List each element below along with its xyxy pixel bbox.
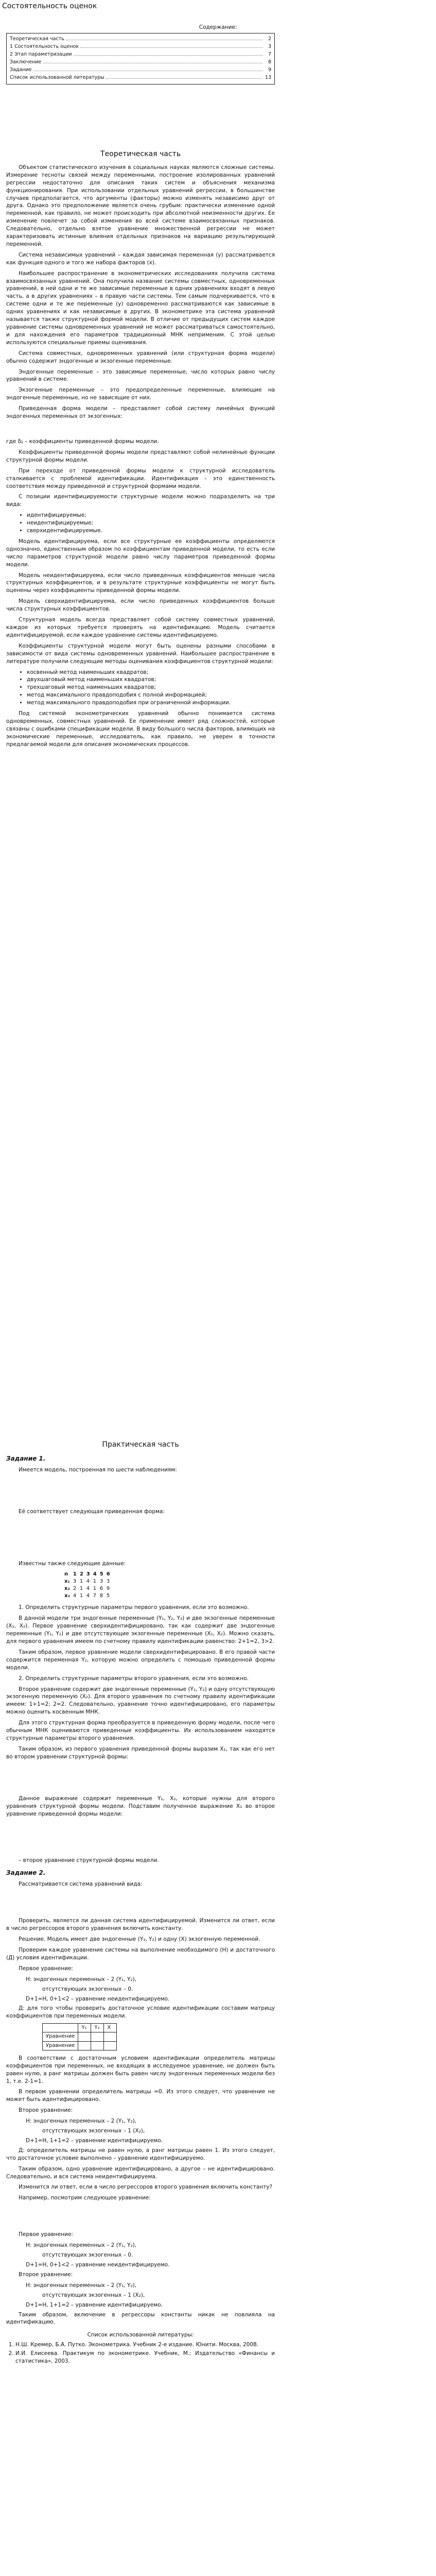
formula-placeholder — [6, 1519, 275, 1560]
toc-row[interactable] — [10, 51, 271, 59]
toc-row[interactable] — [10, 43, 271, 51]
table-cell: x₂ — [64, 1586, 70, 1591]
toc-page: 9 — [268, 67, 271, 73]
table-header-row — [63, 1571, 112, 1578]
paragraph: В данной модели три эндогенные переменные (Y₁, Y₂, Y₃) и две экзогенные переменные (X₁, X₂). Первое уравнение сверхидентифицировано, так как содержит две эндогенные переменные (Y₁, Y₂) и две отсутствующие экзогенные переменные (X₁, X₂). Можно сказать, для первого уравнения имеем по счетному правилу идентификации равенство: 2+1=2, 3>2. — [6, 1615, 275, 1645]
toc-leader — [74, 55, 263, 56]
table-of-contents — [6, 33, 275, 84]
toc-heading: Содержание: — [199, 24, 237, 30]
table-cell: 3 — [106, 1578, 110, 1584]
paragraph: Модель неидентифицируема, если число приведенных коэффициентов меньше числа структурных коэффициентов, и в результате структурные коэффициенты не могут быть оценены через коэффициенты приведенной формы модели. — [6, 572, 275, 594]
list-item: • неидентифицируемые; — [27, 519, 275, 527]
table-cell: 4 — [86, 1593, 90, 1599]
table-cell: 3 — [73, 1578, 77, 1584]
table-cell: 2 — [73, 1586, 77, 1591]
toc-label: 2 Этап параметризации — [10, 52, 72, 57]
table-cell — [78, 2041, 91, 2050]
paragraph: отсутствующих экзогенных – 0. — [42, 2252, 133, 2259]
toc-row[interactable] — [10, 59, 271, 66]
paragraph: Проверить, является ли данная система идентифицируемой. Изменится ли ответ, если в число регрессоров второго уравнения включить константу. — [6, 1918, 275, 1932]
paragraph: Система совместных, одновременных уравнений (или структурная форма модели) обычно содержит эндогенные и экзогенные переменные. — [6, 350, 275, 364]
list-item: • метод максимального правдоподобия при ограниченной информации. — [27, 699, 275, 707]
paragraph: Н: эндогенных переменных – 2 (Y₁, Y₂), — [26, 2242, 137, 2249]
paragraph: Наибольшее распространение в эконометрических исследованиях получила система взаимосвязанных уравнений. Она получила название системы совместных, одновременных уравнений, в ней одни и те же зависимые переменные в одних уравнениях входят в левую часть, а в других уравнениях – в правую части системы. Тем самым подчеркивается, что в системе одни и те же переменные (у) одновременно рассматриваются как зависимые в одних уравнениях и как независимые в других. В эконометрике эта система уравнений называется также структурной формой модели. В отличие от предыдущих систем каждое уравнение системы одновременных уравнений не может рассматриваться самостоятельно, и для нахождения его параметров традиционный МНК неприменим. С этой целью используются специальные приемы оценивания. — [6, 270, 275, 346]
paragraph: Известны также следующие данные: — [19, 1560, 126, 1567]
reference-item: 1. Н.Ш. Кремер, Б.А. Путко. Эконометрика. Учебник 2-е издание. Юнити. Москва, 2008. — [15, 2341, 275, 2349]
identification-types-list — [6, 512, 275, 535]
table-cell — [104, 2041, 117, 2050]
table-cell: Y₁ — [78, 2024, 91, 2032]
table-cell: 1 — [79, 1586, 83, 1591]
paragraph: Система независимых уравнений – каждая зависимая переменная (у) рассматривается как функция одного и того же набора факторов (х). — [6, 251, 275, 266]
data-table — [63, 1571, 112, 1600]
formula-placeholder — [6, 1891, 275, 1917]
formula-placeholder — [6, 1477, 275, 1508]
estimation-methods-list — [6, 669, 275, 707]
table-row — [63, 1585, 112, 1592]
paragraph: При переходе от приведенной формы модели к структурной исследователь сталкивается с проблемой идентификации. Идентификация – это единственность соответствия между приведенной и структурной формами модели. — [6, 467, 275, 489]
paragraph: Н: эндогенных переменных – 2 (Y₁, Y₂), — [26, 2282, 137, 2289]
table-cell: 1 — [93, 1578, 97, 1584]
toc-label: Теоретическая часть — [10, 36, 64, 42]
toc-page: 7 — [268, 52, 271, 57]
toc-label: Задание — [10, 67, 32, 73]
paragraph: Приведенная форма модели – представляет собой систему линейных функций эндогенных переменных от экзогенных: — [6, 405, 275, 420]
toc-label: Заключение — [10, 59, 42, 65]
table-row — [63, 1592, 112, 1600]
table-cell: 5 — [99, 1571, 103, 1577]
paragraph: Проверим каждое уравнение системы на выполнение необходимого (Н) и достаточного (Д) условия идентификации. — [6, 1946, 275, 1961]
table-cell: x₃ — [64, 1593, 70, 1599]
table-cell: Уравнение — [43, 2032, 78, 2041]
paragraph: Её соответствует следующая приведенная форма: — [19, 1508, 165, 1515]
formula-placeholder — [6, 2205, 275, 2231]
toc-page: 2 — [268, 36, 271, 42]
paragraph: отсутствующих экзогенных – 0. — [42, 1986, 133, 1992]
table-cell — [78, 2032, 91, 2041]
table-row — [43, 2024, 117, 2032]
toc-label: Список использованной литературы — [10, 75, 104, 80]
paragraph: Таким образом, первое уравнение модели сверхидентифицировано. В его правой части содержится переменная Y₂, которую можно определить с помощью приведенной формы модели. — [6, 1649, 275, 1671]
paragraph: В первом уравнении определитель матрицы =0. Из этого следует, что уравнение не может быть идентифицировано. — [6, 2089, 275, 2103]
table-cell: X — [104, 2024, 117, 2032]
paragraph: отсутствующих экзогенных – 1 (X₂), — [42, 2292, 145, 2298]
toc-row[interactable] — [10, 36, 271, 43]
paragraph: Первое уравнение: — [19, 1965, 73, 1972]
paragraph: Коэффициенты приведенной формы модели представляют собой нелинейные функции структурной формы модели. — [6, 449, 275, 463]
paragraph: 2. Определить структурные параметры второго уравнения, если это возможно. — [19, 1675, 249, 1682]
paragraph: где δᵢⱼ – коэффициенты приведенной формы модели. — [6, 438, 159, 445]
table-cell: n — [64, 1571, 68, 1577]
table-cell: 3 — [99, 1578, 103, 1584]
references-title: Список использованной литературы: — [87, 2332, 194, 2338]
table-cell: 4 — [86, 1578, 90, 1584]
paragraph: Эндогенные переменные – это зависимые переменные, число которых равно числу уравнений в системе. — [6, 368, 275, 383]
table-cell — [43, 2024, 78, 2032]
paragraph: Второе уравнение содержит две эндогенные переменные (Y₁, Y₂) и одну отсутствующую экзогенную переменную (X₂). Для второго уравнения по счетному правилу идентификации имеем: 1+1=2; 2=2. Следовательно, уравнение точно идентифицировано, его параметры можно оценить косвенным МНК. — [6, 1686, 275, 1716]
paragraph: Объектом статистического изучения в социальных науках являются сложные системы. Измерение тесноты связей между переменными, построение изолированных уравнений регрессии недостаточно для описания таких систем и объяснения механизма функционирования. При использовании отдельных уравнений регрессии, в большинстве случаев предполагается, что аргументы (факторы) можно изменять независимо друг от друга. Однако это предположение является очень грубым: практически изменение одной переменной, как правило, не может происходить при абсолютной неизменности других. Ее изменение повлечет за собой изменения во всей системе взаимосвязанных признаков. Следовательно, отдельно взятое уравнение множественной регрессии не может характеризовать истинные влияния отдельных признаков на вариацию результирующей переменной. — [6, 164, 275, 247]
table-cell: 3 — [86, 1571, 90, 1577]
list-item: • трехшаговый метод наименьших квадратов; — [27, 684, 275, 691]
toc-row[interactable] — [10, 74, 271, 82]
references-list — [6, 2341, 275, 2365]
list-item: • идентифицируемые; — [27, 512, 275, 519]
paragraph: В соответствии с достаточным условием идентификации определитель матрицы коэффициентов при переменных, не входящих в исследуемое уравнение, не должен быть равен нулю, а ранг матрицы должен быть равен числу эндогенных переменных модели без 1, т.е. 2-1=1. — [6, 2055, 275, 2084]
paragraph: Имеется модель, построенная по шести наблюдениям: — [19, 1466, 177, 1473]
table-cell: 5 — [106, 1593, 110, 1599]
table-cell: Уравнение — [43, 2041, 78, 2050]
toc-label: 1 Состоятельность оценок — [10, 44, 79, 49]
formula-placeholder — [6, 423, 275, 438]
table-cell: Y₂ — [91, 2024, 104, 2032]
toc-row[interactable] — [10, 66, 271, 74]
table-cell: 7 — [93, 1593, 97, 1599]
paragraph: Для этого структурная форма преобразуется в приведенную форму модели, после чего обычным МНК оцениваются приведенные коэффициенты. Их использованием находятся структурные параметры второго уравнения. — [6, 1720, 275, 1741]
paragraph: Коэффициенты структурной модели могут быть оценены разными способами в зависимости от вида системы одновременных уравнений. Наибольшее распространение в литературе получили следующие методы оценивания коэффициентов структурной модели: — [6, 642, 275, 665]
paragraph: отсутствующих экзогенных – 1 (X₂), — [42, 2128, 145, 2134]
formula-placeholder — [6, 1821, 275, 1857]
task-heading: Задание 2. — [6, 1869, 46, 1877]
paragraph: D+1=H, 0+1<2 – уравнение неидентифицируемо. — [26, 1995, 170, 2002]
table-cell: 4 — [86, 1586, 90, 1591]
paragraph: Д: определитель матрицы не равен нулю, а ранг матрицы равен 1. Из этого следует, что достаточное условие выполнено – уравнение идентифицируемо. — [6, 2147, 275, 2161]
table-cell: 6 — [106, 1571, 110, 1577]
paragraph: Второе уравнение: — [19, 2271, 73, 2278]
table-cell: 1 — [79, 1578, 83, 1584]
list-item: • косвенный метод наименьших квадратов; — [27, 669, 275, 676]
list-item: • метод максимального правдоподобия с полной информацией; — [27, 691, 275, 699]
toc-leader — [106, 78, 263, 79]
paragraph: Модель идентифицируема, если все структурные ее коэффициенты определяются однозначно, единственным образом по коэффициентам приведенной модели, то есть если число параметров структурной модели равно числу параметров приведенной формы модели. — [6, 538, 275, 568]
paragraph: Д: для того чтобы проверить достаточное условие идентификации составим матрицу коэффициентов при переменных модели. — [6, 2005, 275, 2020]
practice-section — [6, 1440, 275, 2366]
paragraph: D+1=H, 1+1=2 – уравнение идентифицируемо. — [26, 2137, 163, 2144]
paragraph: Второе уравнение: — [19, 2107, 73, 2114]
paragraph: Первое уравнение: — [19, 2231, 73, 2238]
paragraph: Изменится ли ответ, если в число регрессоров второго уравнения включить константу? — [19, 2184, 272, 2191]
paragraph: Таким образом, одно уравнение идентифицировано, а другое – не идентифицировано. Следовательно, и вся система неидентифицируема. — [6, 2165, 275, 2180]
list-item: • сверхидентифицируемые. — [27, 527, 275, 535]
formula-placeholder — [6, 1764, 275, 1795]
paragraph: Например, посмотрим следующее уравнение: — [19, 2195, 151, 2201]
table-cell: 4 — [73, 1593, 77, 1599]
paragraph: Модель сверхидентифицируема, если число приведенных коэффициентов больше числа структурных коэффициентов. — [6, 598, 275, 613]
toc-page: 13 — [265, 75, 271, 80]
paragraph: Рассматривается система уравнений вида: — [19, 1881, 143, 1888]
table-cell: 1 — [73, 1571, 77, 1577]
paragraph: – второе уравнение структурной формы модели. — [19, 1857, 159, 1864]
table-row — [63, 1578, 112, 1585]
paragraph: Таким образом, включение в регрессоры константы никак не повлияла на идентификацию. — [6, 2311, 275, 2326]
paragraph: Таким образом, из первого уравнения приведенной формы выразим X₁, так как его нет во втором уравнении структурной формы: — [6, 1745, 275, 1760]
theory-section — [6, 149, 275, 752]
paragraph: Н: эндогенных переменных – 2 (Y₁, Y₂), — [26, 1976, 137, 1982]
table-cell — [104, 2032, 117, 2041]
coefficient-matrix — [42, 2023, 117, 2050]
toc-leader — [80, 47, 263, 48]
paragraph: D+1=H, 0+1<2 – уравнение неидентифицируемо. — [26, 2262, 170, 2268]
table-cell — [91, 2041, 104, 2050]
paragraph: 1. Определить структурные параметры первого уравнения, если это возможно. — [19, 1604, 249, 1611]
paragraph: Под системой эконометрических уравнений обычно понимается система одновременных, совместных уравнений. Ее применение имеет ряд сложностей, которые связаны с ошибками спецификации модели. В виду большого числа факторов, влияющих на экономические переменные, исследователь, как правило, не уверен в точности предлагаемой модели для описания экономических процессов. — [6, 710, 275, 748]
table-cell: 8 — [99, 1593, 103, 1599]
table-cell: x₁ — [64, 1578, 70, 1584]
document-title: Состоятельность оценок — [2, 2, 97, 10]
table-cell: 6 — [99, 1586, 103, 1591]
paragraph: Экзогенные переменные – это предопределенные переменные, влияющие на эндогенные переменные, но не зависящие от них. — [6, 387, 275, 401]
table-cell: 1 — [93, 1586, 97, 1591]
paragraph: Данное выражение содержит переменные Y₁, X₂, которые нужны для второго уравнения структурной формы модели. Подставим полученное выражение X₁ во второе уравнение приведенной формы модели: — [6, 1795, 275, 1817]
table-cell: 9 — [106, 1586, 110, 1591]
paragraph: Структурная модель всегда представляет собой систему совместных уравнений, каждое из которых требуется проверять на идентификацию. Модель считается идентифицируемой, если каждое уравнение системы идентифицируемо. — [6, 617, 275, 638]
toc-page: 8 — [268, 59, 271, 65]
paragraph: С позиции идентифицируемости структурные модели можно подразделить на три вида: — [6, 494, 275, 508]
reference-item: 2. И.И. Елисеева. Практикум по эконометрике. Учебник, М.: Издательство «Финансы и статистика», 2003. — [15, 2350, 275, 2365]
toc-page: 3 — [268, 44, 271, 49]
paragraph: Решение. Модель имеет две эндогенные (Y₁, Y₂) и одну (X) экзогенную переменной. — [19, 1936, 260, 1943]
table-row — [43, 2032, 117, 2041]
paragraph: Н: эндогенных переменных – 2 (Y₁, Y₂), — [26, 2118, 137, 2125]
paragraph: D+1=H, 1+1=2 – уравнение идентифицируемо. — [26, 2301, 163, 2308]
list-item: • двухшаговый метод наименьших квадратов; — [27, 676, 275, 684]
table-row — [43, 2041, 117, 2050]
section-title: Практическая часть — [102, 1440, 179, 1449]
table-cell: 4 — [93, 1571, 97, 1577]
table-cell: 1 — [79, 1593, 83, 1599]
section-title: Теоретическая часть — [100, 150, 181, 158]
table-cell: 2 — [79, 1571, 83, 1577]
table-cell — [91, 2032, 104, 2041]
task-heading: Задание 1. — [6, 1454, 46, 1462]
